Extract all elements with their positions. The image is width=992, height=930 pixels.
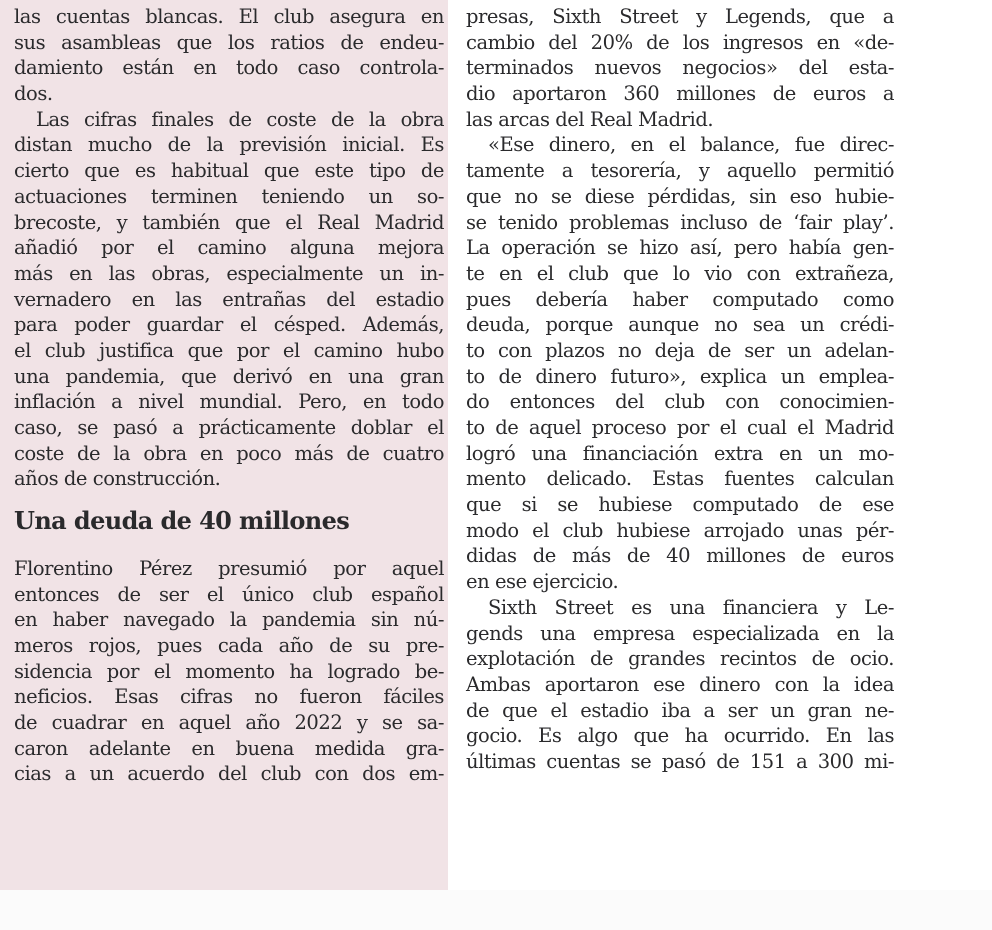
text-line: explotación de grandes recintos de ocio. <box>466 647 894 671</box>
text-line: cias a un acuerdo del club con dos em- <box>14 762 444 786</box>
paragraph <box>14 556 444 787</box>
paragraph <box>466 595 894 775</box>
text-line: Las cifras finales de coste de la obra <box>36 107 444 131</box>
text-line: sidencia por el momento ha logrado be- <box>14 659 444 683</box>
text-line: brecoste, y también que el Real Madrid <box>14 210 444 234</box>
text-line: distan mucho de la previsión inicial. Es <box>14 133 444 157</box>
text-line: caron adelante en buena medida gra- <box>14 736 444 760</box>
text-line: entonces de ser el único club español <box>14 582 444 606</box>
text-line: terminados nuevos negocios» del esta- <box>466 56 894 80</box>
text-line: to de aquel proceso por el cual el Madrid <box>466 416 894 439</box>
text-line: de cuadrar en aquel año 2022 y se sa- <box>14 711 444 735</box>
text-line: to con plazos no deja de ser un adelan- <box>466 338 894 362</box>
text-line: sus asambleas que los ratios de endeu- <box>14 30 444 54</box>
text-line: de que el estadio iba a ser un gran ne- <box>466 698 894 722</box>
text-line: caso, se pasó a prácticamente doblar el <box>14 416 444 439</box>
text-line: pues debería haber computado como <box>466 287 894 311</box>
text-line: to de dinero futuro», explica un emplea- <box>466 364 894 388</box>
text-line: La operación se hizo así, pero había gen- <box>466 236 894 260</box>
text-line: didas de más de 40 millones de euros <box>466 544 894 568</box>
text-line: el club justifica que por el camino hubo <box>14 338 444 362</box>
text-line: te en el club que lo vio con extrañeza, <box>466 261 894 285</box>
paragraph <box>466 4 894 132</box>
text-line: últimas cuentas se pasó de 151 a 300 mi- <box>466 749 894 773</box>
text-line: Sixth Street es una financiera y Le- <box>488 595 894 619</box>
text-line: mento delicado. Estas fuentes calculan <box>466 467 894 491</box>
left-column <box>14 4 444 787</box>
text-line: en haber navegado la pandemia sin nú- <box>14 608 444 632</box>
text-line: que no se diese pérdidas, sin eso hubie- <box>466 184 894 208</box>
text-line: añadió por el camino alguna mejora <box>14 236 444 260</box>
text-line: dos. <box>14 82 53 106</box>
text-line: cambio del 20% de los ingresos en «de- <box>466 30 894 54</box>
text-line: en ese ejercicio. <box>466 570 619 594</box>
text-line: tamente a tesorería, y aquello permitió <box>466 159 894 183</box>
text-line: cierto que es habitual que este tipo de <box>14 159 444 183</box>
text-line: actuaciones terminen teniendo un so- <box>14 184 444 208</box>
text-line: una pandemia, que derivó en una gran <box>14 364 444 388</box>
text-line: se tenido problemas incluso de ‘fair play’. <box>466 210 894 234</box>
paragraph <box>466 132 894 594</box>
right-column <box>466 4 894 775</box>
text-line: las arcas del Real Madrid. <box>466 107 714 131</box>
text-line: modo el club hubiese arrojado unas pér- <box>466 518 894 542</box>
text-line: las cuentas blancas. El club asegura en <box>14 5 444 28</box>
text-line: deuda, porque aunque no sea un crédi- <box>466 313 894 337</box>
text-line: Florentino Pérez presumió por aquel <box>14 556 444 580</box>
text-line: damiento están en todo caso controla- <box>14 56 444 80</box>
text-line: vernadero en las entrañas del estadio <box>14 287 444 311</box>
text-line: años de construcción. <box>14 467 221 491</box>
text-line: do entonces del club con conocimien- <box>466 390 894 414</box>
section-heading: Una deuda de 40 millones <box>14 506 350 536</box>
text-line: para poder guardar el césped. Además, <box>14 313 444 337</box>
text-line: meros rojos, pues cada año de su pre- <box>14 634 444 658</box>
text-line: más en las obras, especialmente un in- <box>14 261 444 285</box>
paragraph <box>14 107 444 492</box>
paragraph <box>14 4 444 107</box>
text-line: presas, Sixth Street y Legends, que a <box>466 5 894 28</box>
text-line: inflación a nivel mundial. Pero, en todo <box>14 390 444 414</box>
text-line: gends una empresa especializada en la <box>466 621 894 645</box>
text-line: dio aportaron 360 millones de euros a <box>466 82 894 106</box>
page-bottom-margin <box>0 890 992 930</box>
text-line: gocio. Es algo que ha ocurrido. En las <box>466 724 894 748</box>
text-line: «Ese dinero, en el balance, fue direc- <box>488 133 894 157</box>
text-line: que si se hubiese computado de ese <box>466 493 894 517</box>
text-line: coste de la obra en poco más de cuatro <box>14 441 444 465</box>
text-line: neficios. Esas cifras no fueron fáciles <box>14 685 444 709</box>
text-line: Ambas aportaron ese dinero con la idea <box>466 672 894 696</box>
text-line: logró una financiación extra en un mo- <box>466 441 894 465</box>
